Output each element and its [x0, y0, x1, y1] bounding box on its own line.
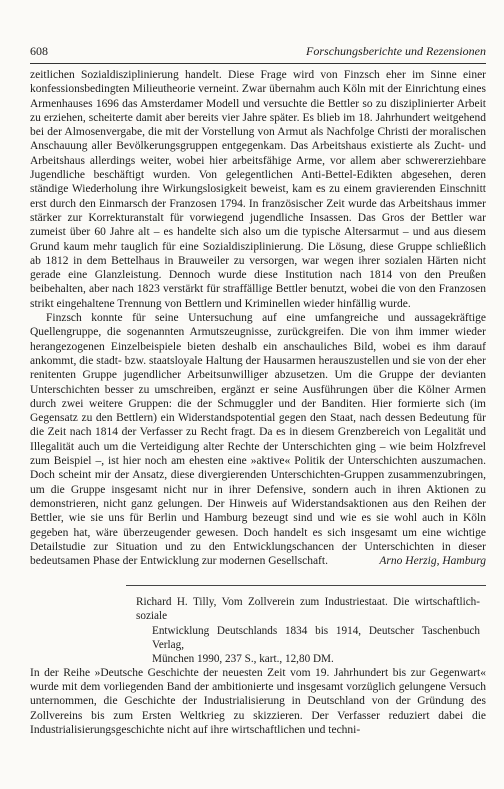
review-separator	[126, 585, 486, 586]
citation-line-3: München 1990, 237 S., kart., 12,80 DM.	[152, 652, 334, 665]
page-body	[30, 68, 486, 737]
review1-paragraph-2	[30, 311, 486, 568]
section-title: Forschungsberichte und Rezensionen	[306, 44, 486, 58]
review1-paragraph-1: zeitlichen Sozialdisziplinierung handelt. Diese Frage wird von Finzsch eher im Sinne einer konfessionsbedingten Milieutheorie verneint. Zwar übernahm auch Köln mit der Einrichtung eines Armenhauses 1696 das Amsterdamer Modell und versuchte die Bettler so zu disziplinierter Arbeit zu erziehen, scheiterte damit aber bereits vier Jahre später. Es blieb im 18. Jahrhundert weitgehend bei der Almosenvergabe, die mit der Vorstellung von Armut als Nachfolge Christi der moralischen Anschauung aller Bevölkerungsgruppen entgegenkam. Das Arbeitshaus existierte als Zucht- und Arbeitshaus allerdings weiter, wobei hier arbeitsfähige Arme, vor allem aber schwererziehbare Jugendliche beschäftigt wurden. Von gelegentlichen Anti-Bettel-Edikten abgesehen, deren ständige Wiederholung ihre Wirkungslosigkeit beweist, kam es zu einem gravierenden Einschnitt erst durch den Einmarsch der Franzosen 1794. In französischer Zeit wurde das Arbeitshaus immer stärker zur Korrekturanstalt für vorwiegend jugendliche Insassen. Das Gros der Bettler war zumeist über 60 Jahre alt – es handelte sich also um die typische Altersarmut – und aus diesem Grund kaum mehr tauglich für eine Sozialdisziplinierung. Die Lösung, diese Gruppe schließlich ab 1812 in dem Bettelhaus in Brauweiler zu versorgen, war wegen ihrer sozialen Härten nicht gerade eine Glanzleistung. Dennoch wurde diese Institution nach 1814 von den Preußen beibehalten, aber nach 1823 verstärkt für straffällige Bettler benutzt, wobei die von den Franzosen strikt eingehaltene Trennung von Bettlern und Kriminellen wieder hinfällig wurde.	[30, 69, 486, 310]
review1-paragraph-2-text: Finzsch konnte für seine Untersuchung auf eine umfangreiche und aussagekräftige Quellengruppe, die sogenannten Armutszeugnisse, zurückgreifen. Die von ihm immer wieder herangezogenen Einzelbeispiele bieten deshalb ein anschauliches Bild, wobei es ihm darauf ankommt, die stadt- bzw. staatsloyale Haltung der Hausarmen herauszustellen und sie von der eher renitenten Gruppe jugendlicher Arbeitsunwilliger abzusetzen. Um die Gruppe der devianten Unterschichten besser zu umschreiben, ergänzt er seine Ausführungen über die Kölner Armen durch zwei weitere Gruppen: die der Schmuggler und der Banditen. Hier formierte sich (im Gegensatz zu den Bettlern) ein Widerstandspotential gegen den Staat, nach dessen Bedeutung für die Zeit nach 1814 der Verfasser zu Recht fragt. Da es in diesem Grenzbereich von Legalität und Illegalität auch um die Verteidigung alter Rechte der Unterschichten ging – wie beim Holzfrevel zum Beispiel –, ist hier noch am ehesten eine »aktive« Politik der Unterschichten auszumachen. Doch scheint mir der Ansatz, diese divergierenden Unterschichten-Gruppen zusammenzubringen, um die Gruppe insgesamt nicht nur in ihrer Defensive, sondern auch in ihren Aktionen zu demonstrieren, nicht ganz gelungen. Der Hinweis auf Widerstandsaktionen aus den Reihen der Bettler, wie sie uns für Berlin und Hamburg bezeugt sind und wie es sie wohl auch in Köln gegeben hat, wäre überzeugender gewesen. Doch handelt es sich insgesamt um eine wichtige Detailstudie zur Situation und zu den Entwicklungschancen der Unterschichten in dieser bedeutsamen Phase der Entwicklung zur modernen Gesellschaft.	[30, 312, 486, 568]
book-citation	[136, 595, 480, 665]
citation-line-2: Entwicklung Deutschlands 1834 bis 1914, Deutscher Taschenbuch Verlag,	[152, 624, 480, 651]
citation-line-1: Richard H. Tilly, Vom Zollverein zum Industriestaat. Die wirtschaftlich-soziale	[136, 596, 480, 623]
header-rule	[30, 63, 486, 64]
page-number: 608	[30, 44, 48, 58]
review-signature: Arno Herzig, Hamburg	[379, 555, 486, 568]
running-header	[30, 44, 486, 59]
review2-paragraph-1: In der Reihe »Deutsche Geschichte der neuesten Zeit vom 19. Jahrhundert bis zur Gegenwart« wurde mit dem vorliegenden Band der ambitionierte und insgesamt vorzüglich gelungene Versuch unternommen, die Geschichte der Industrialisierung in Deutschland von der Gründung des Zollvereins bis zum Ersten Weltkrieg zu skizzieren. Der Verfasser reduziert dabei die Industrialisierungsgeschichte nicht auf ihre wirtschaftlichen und techni-	[30, 666, 486, 737]
